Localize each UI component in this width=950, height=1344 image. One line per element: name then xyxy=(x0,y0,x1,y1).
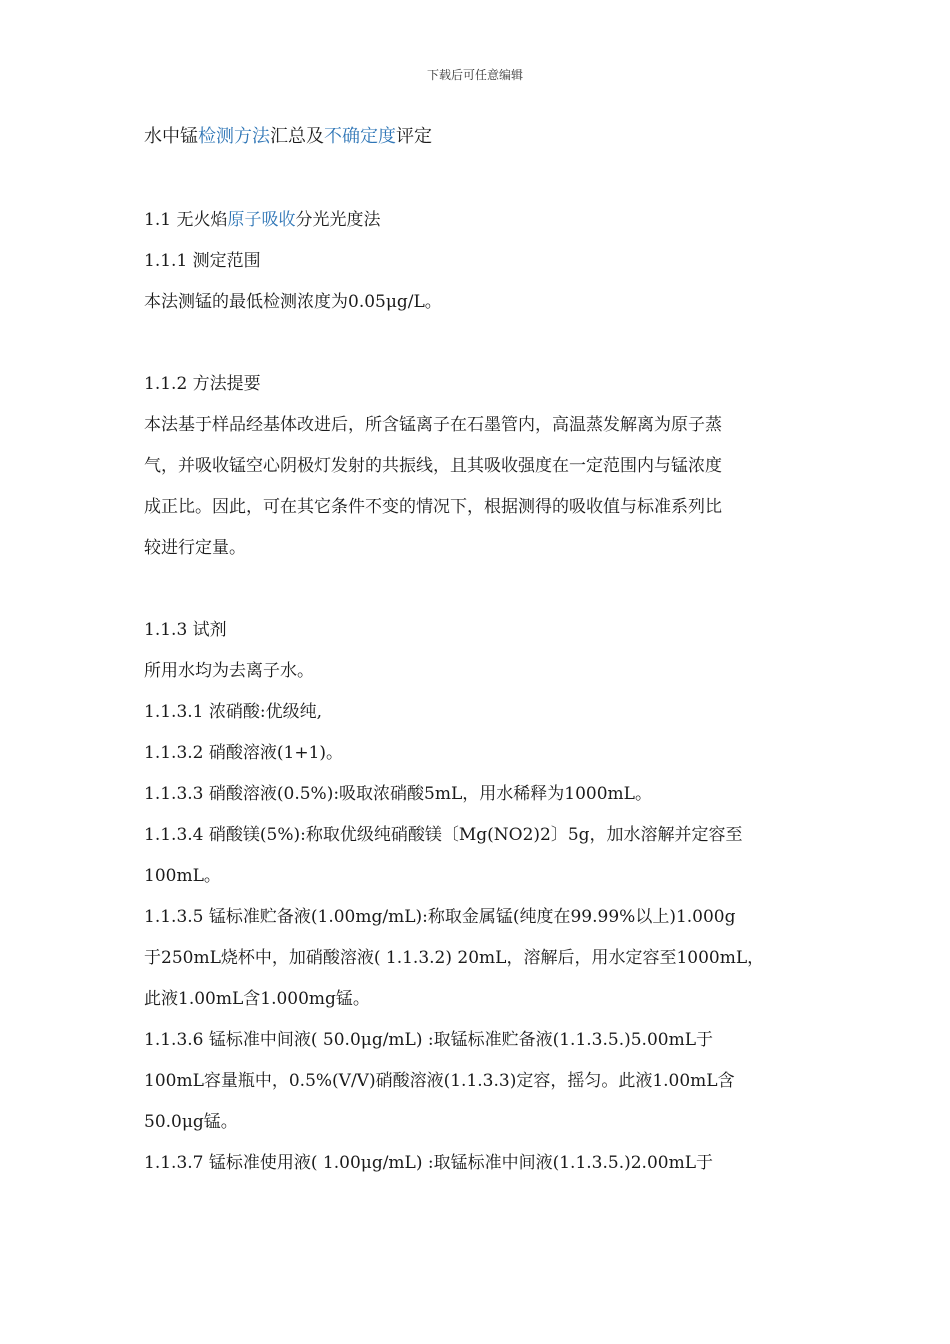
section-heading-1-1 xyxy=(144,200,814,241)
reagent-item-5-line-1: 1.1.3.5 锰标准贮备液(1.00mg/mL):称取金属锰(纯度在99.99%以上)1.000g xyxy=(144,907,736,927)
title-part-1: 水中锰 xyxy=(144,126,198,147)
paragraph-gap xyxy=(144,569,814,610)
section-heading-1-1-2: 1.1.2 方法提要 xyxy=(144,374,261,394)
section-1-1-3-intro: 所用水均为去离子水。 xyxy=(144,661,314,681)
section-heading-1-1-3: 1.1.3 试剂 xyxy=(144,620,227,640)
title-part-3: 评定 xyxy=(396,126,432,147)
reagent-item-2: 1.1.3.2 硝酸溶液(1+1)。 xyxy=(144,743,344,763)
section-1-1-rest: 分光光度法 xyxy=(295,210,381,230)
section-heading-1-1-1: 1.1.1 测定范围 xyxy=(144,251,261,271)
title-link-uncertainty[interactable]: 不确定度 xyxy=(324,126,396,147)
reagent-item-6-line-3: 50.0μg锰。 xyxy=(144,1112,238,1132)
paragraph-gap xyxy=(144,323,814,364)
document-body xyxy=(144,120,814,1184)
document-title xyxy=(144,120,814,154)
reagent-item-7-line-1: 1.1.3.7 锰标准使用液( 1.00μg/mL) :取锰标准中间液(1.1.3.5.)2.00mL于 xyxy=(144,1153,714,1173)
section-1-1-number: 1.1 无火焰 xyxy=(144,210,228,230)
reagent-item-5-line-3: 此液1.00mL含1.000mg锰。 xyxy=(144,989,370,1009)
reagent-item-3: 1.1.3.3 硝酸溶液(0.5%):吸取浓硝酸5mL，用水稀释为1000mL。 xyxy=(144,784,652,804)
section-1-1-1-body: 本法测锰的最低检测浓度为0.05μg/L。 xyxy=(144,292,442,312)
reagent-item-5-line-2: 于250mL烧杯中，加硝酸溶液( 1.1.3.2) 20mL，溶解后，用水定容至1000mL， xyxy=(144,948,765,968)
section-1-1-2-line-1: 本法基于样品经基体改进后，所含锰离子在石墨管内，高温蒸发解离为原子蒸 xyxy=(144,415,722,435)
section-1-1-2-line-2: 气，并吸收锰空心阴极灯发射的共振线，且其吸收强度在一定范围内与锰浓度 xyxy=(144,456,722,476)
reagent-item-4-line-2: 100mL。 xyxy=(144,866,221,886)
reagent-item-6-line-2: 100mL容量瓶中，0.5%(V/V)硝酸溶液(1.1.3.3)定容，摇匀。此液1.00mL含 xyxy=(144,1071,735,1091)
section-1-1-link-atomic-absorption[interactable]: 原子吸收 xyxy=(227,210,296,230)
reagent-item-1: 1.1.3.1 浓硝酸:优级纯, xyxy=(144,702,323,722)
page-header: 下载后可任意编辑 xyxy=(426,68,523,82)
title-part-2: 汇总及 xyxy=(270,126,324,147)
title-link-detection-method[interactable]: 检测方法 xyxy=(198,126,270,147)
reagent-item-6-line-1: 1.1.3.6 锰标准中间液( 50.0μg/mL) :取锰标准贮备液(1.1.3.5.)5.00mL于 xyxy=(144,1030,714,1050)
section-1-1-2-line-4: 较进行定量。 xyxy=(144,538,246,558)
section-1-1-2-line-3: 成正比。因此，可在其它条件不变的情况下，根据测得的吸收值与标准系列比 xyxy=(144,497,722,517)
reagent-item-4-line-1: 1.1.3.4 硝酸镁(5%):称取优级纯硝酸镁〔Mg(NO2)2〕5g，加水溶解并定容至 xyxy=(144,825,743,845)
